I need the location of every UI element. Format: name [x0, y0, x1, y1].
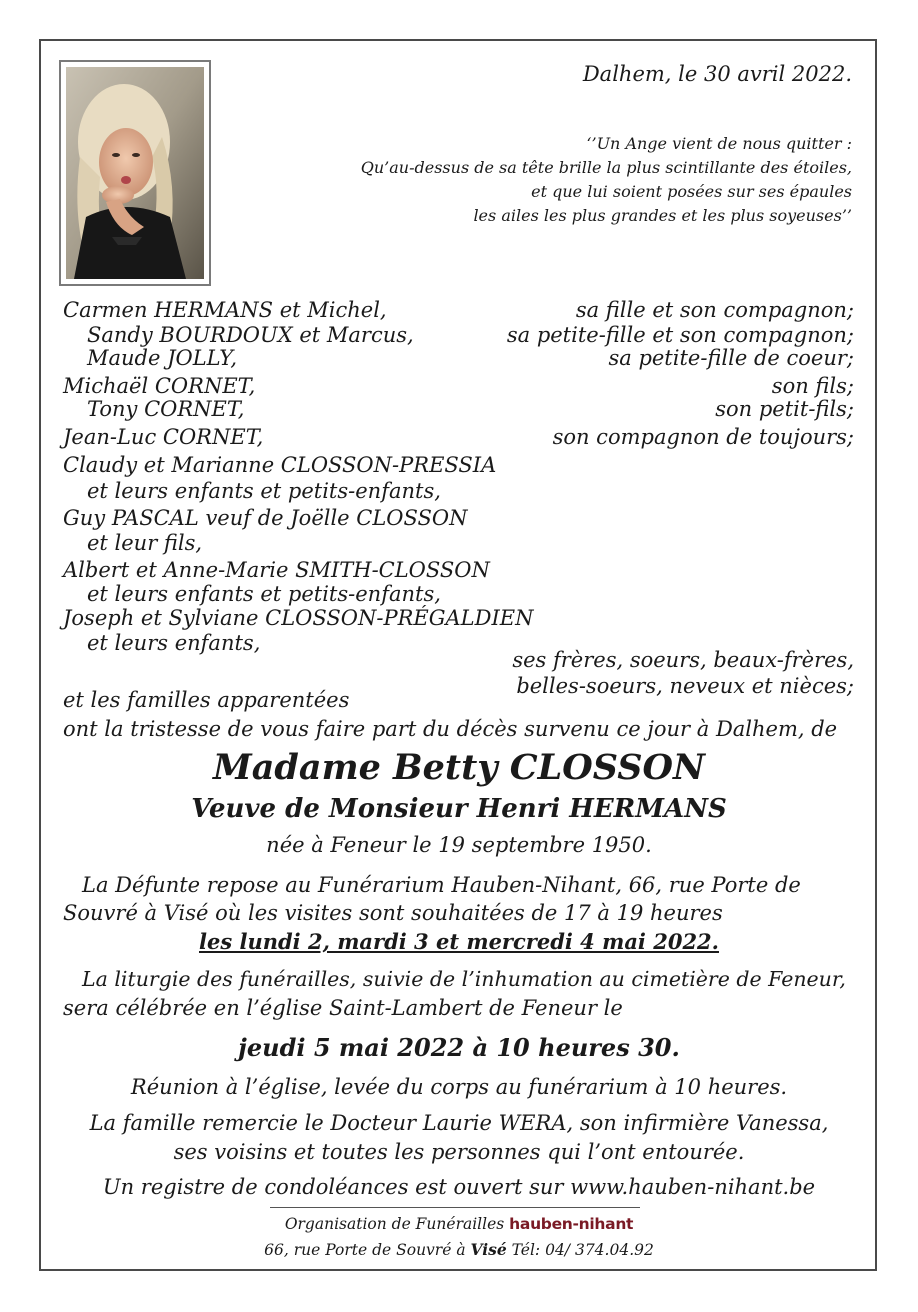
- note-line: Réunion à l’église, levée du corps au funérarium à 10 heures.: [130, 1075, 788, 1099]
- family-name: et leurs enfants et petits-enfants,: [87, 479, 441, 503]
- quote-line: les ailes les plus grandes et les plus soyeuses’’: [473, 206, 852, 225]
- deceased-birth: née à Feneur le 19 septembre 1950.: [266, 833, 652, 857]
- family-relation: son petit-fils;: [715, 397, 854, 421]
- note-line: Un registre de condoléances est ouvert sur www.hauben-nihant.be: [102, 1175, 816, 1199]
- funeral-text: sera célébrée en l’église Saint-Lambert de Feneur le: [63, 996, 623, 1020]
- note-line: ses voisins et toutes les personnes qui l’ont entourée.: [173, 1140, 745, 1164]
- footer-address: [40, 1242, 878, 1259]
- family-relation: ses frères, soeurs, beaux-frères,: [512, 648, 854, 672]
- family-name: Guy PASCAL veuf de Joëlle CLOSSON: [63, 506, 468, 530]
- funeral-text: La liturgie des funérailles, suivie de l’inhumation au cimetière de Feneur,: [82, 967, 846, 991]
- family-name: et leur fils,: [87, 531, 203, 555]
- note-line: La famille remercie le Docteur Laurie WERA, son infirmière Vanessa,: [89, 1111, 829, 1135]
- portrait-frame: [59, 60, 211, 286]
- quote-line: et que lui soient posées sur ses épaules: [531, 182, 852, 201]
- family-name: Albert et Anne-Marie SMITH-CLOSSON: [63, 558, 490, 582]
- family-name: et les familles apparentées: [63, 688, 350, 712]
- brand-logo: hauben-nihant: [509, 1215, 634, 1233]
- family-name: Michaël CORNET,: [63, 374, 256, 398]
- family-name: Jean-Luc CORNET,: [63, 425, 264, 449]
- family-relation: son compagnon de toujours;: [552, 425, 854, 449]
- footer-org-prefix: Organisation de Funérailles: [284, 1215, 505, 1233]
- quote-line: ‘’Un Ange vient de nous quitter :: [586, 134, 852, 153]
- footer-address-city: Visé: [470, 1240, 507, 1259]
- footer-address-prefix: 66, rue Porte de Souvré à: [264, 1241, 466, 1259]
- family-name: et leurs enfants et petits-enfants,: [87, 582, 441, 606]
- deceased-widow-of: Veuve de Monsieur Henri HERMANS: [191, 794, 727, 824]
- deceased-name: Madame Betty CLOSSON: [213, 747, 705, 788]
- funeral-date: jeudi 5 mai 2022 à 10 heures 30.: [238, 1033, 680, 1062]
- family-name: Claudy et Marianne CLOSSON-PRESSIA: [63, 453, 497, 477]
- date-line: Dalhem, le 30 avril 2022.: [582, 62, 852, 86]
- footer-organisation: [40, 1217, 878, 1233]
- family-name: Tony CORNET,: [87, 397, 245, 421]
- family-name: Maude JOLLY,: [87, 346, 238, 370]
- family-relation: sa fille et son compagnon;: [575, 298, 854, 322]
- family-name: Joseph et Sylviane CLOSSON-PRÉGALDIEN: [63, 606, 534, 630]
- family-relation: sa petite-fille et son compagnon;: [506, 323, 854, 347]
- announcement-text: ont la tristesse de vous faire part du décès survenu ce jour à Dalhem, de: [63, 717, 838, 741]
- family-name: Sandy BOURDOUX et Marcus,: [87, 323, 414, 347]
- family-relation: belles-soeurs, neveux et nièces;: [516, 674, 854, 698]
- family-name: Carmen HERMANS et Michel,: [63, 298, 387, 322]
- quote-line: Qu’au-dessus de sa tête brille la plus scintillante des étoiles,: [360, 158, 852, 177]
- footer-phone: Tél: 04/ 374.04.92: [511, 1241, 654, 1259]
- visits-text: Souvré à Visé où les visites sont souhaitées de 17 à 19 heures: [63, 901, 723, 925]
- footer-divider: [270, 1207, 640, 1208]
- visits-dates: les lundi 2, mardi 3 et mercredi 4 mai 2022.: [199, 929, 719, 954]
- portrait-photo: [66, 67, 204, 279]
- family-relation: son fils;: [771, 374, 854, 398]
- visits-text: La Défunte repose au Funérarium Hauben-Nihant, 66, rue Porte de: [82, 873, 801, 897]
- family-relation: sa petite-fille de coeur;: [608, 346, 854, 370]
- family-name: et leurs enfants,: [87, 631, 261, 655]
